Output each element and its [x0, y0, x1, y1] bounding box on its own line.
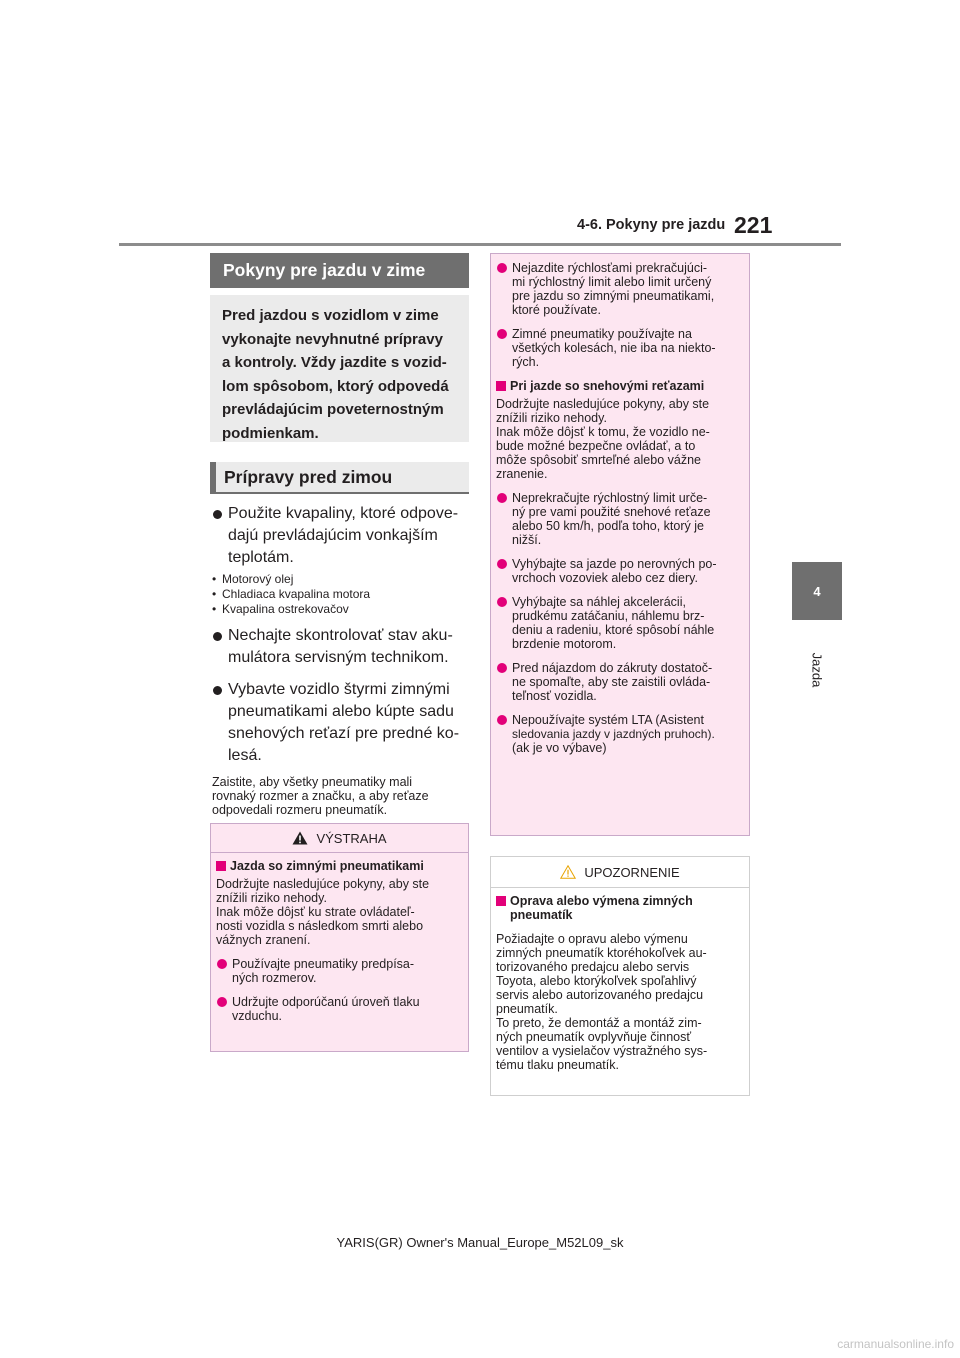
text-line: ných rozmerov. — [232, 971, 317, 985]
text-line: teľnosť vozidla. — [512, 689, 597, 703]
circle-bullet-icon — [497, 663, 507, 673]
warning-icon — [292, 831, 308, 845]
notice-header-text: UPOZORNENIE — [584, 864, 680, 880]
text-line: Inak môže dôjsť ku strate ovládateľ- — [216, 905, 415, 919]
list-item: • Chladiaca kvapalina motora — [212, 587, 469, 602]
circle-bullet-icon — [497, 263, 507, 273]
text-line: nosti vozidla s následkom smrti alebo — [216, 919, 424, 933]
text-line: Vyhýbajte sa náhlej akcelerácii, — [512, 595, 686, 609]
list-item: • Motorový olej — [212, 572, 469, 587]
notice-heading — [496, 894, 744, 922]
text-line: Pred nájazdom do zákruty dostatoč- — [512, 661, 713, 675]
intro-line: podmienkam. — [222, 424, 319, 442]
text-line: servis alebo autorizovaného predajcu — [496, 988, 704, 1002]
text-line: ných pneumatík ovplyvňuje činnosť — [496, 1030, 692, 1044]
warning-item — [496, 557, 744, 585]
warning-heading-text: Pri jazde so snehovými reťazami — [510, 379, 705, 393]
list-item — [212, 679, 469, 767]
circle-bullet-icon — [497, 559, 507, 569]
square-bullet-icon — [496, 896, 506, 906]
text-line: zimných pneumatík ktoréhokoľvek au- — [496, 946, 707, 960]
text-line: Oprava alebo výmena zimných — [510, 894, 693, 908]
warning-header — [211, 824, 468, 853]
list-item: • Kvapalina ostrekovačov — [212, 602, 469, 617]
text-line: Používajte pneumatiky predpísa- — [232, 957, 415, 971]
text-line: Zaistite, aby všetky pneumatiky mali — [212, 775, 413, 789]
text-line: dajú prevládajúcim vonkajším — [228, 527, 438, 544]
page-number: 221 — [734, 212, 773, 238]
text-line: ne spomaľte, aby ste zaistili ovláda- — [512, 675, 711, 689]
text-line: odpovedali rozmeru pneumatík. — [212, 803, 388, 817]
watermark: carmanualsonline.info — [837, 1337, 954, 1351]
notice-box — [490, 856, 750, 1096]
text-line: vážnych zranení. — [216, 933, 311, 947]
intro-box — [210, 295, 469, 442]
chapter-label-text: Jazda — [809, 652, 825, 688]
subsection-title — [210, 462, 469, 494]
text-line: vrchoch vozoviek alebo cez diery. — [512, 571, 698, 585]
warning-paragraph — [496, 397, 744, 481]
text-line: Dodržujte nasledujúce pokyny, aby ste — [496, 397, 710, 411]
warning-box — [210, 823, 469, 1052]
circle-bullet-icon — [497, 329, 507, 339]
text-line: alebo 50 km/h, podľa toho, ktorý je — [512, 519, 704, 533]
warning-heading — [496, 379, 744, 393]
notice-header — [491, 857, 749, 888]
warning-heading-text: Jazda so zimnými pneumatikami — [230, 859, 424, 873]
bullet-icon — [213, 686, 222, 695]
text-line: Nechajte skontrolovať stav aku- — [228, 627, 453, 644]
intro-line: vykonajte nevyhnutné prípravy — [222, 330, 443, 348]
text-line: Toyota, alebo ktorýkoľvek spoľahlivý — [496, 974, 697, 988]
chapter-tab[interactable]: 4 — [792, 562, 842, 620]
text-line: ventilov a vysielačov výstražného sys- — [496, 1044, 708, 1058]
warning-item — [496, 713, 744, 755]
warning-item — [496, 595, 744, 651]
square-bullet-icon — [496, 381, 506, 391]
text-line: Požiadajte o opravu alebo výmenu — [496, 932, 688, 946]
intro-line: Pred jazdou s vozidlom v zime — [222, 307, 439, 324]
circle-bullet-icon — [497, 715, 507, 725]
subsection-title-text: Prípravy pred zimou — [224, 467, 393, 487]
intro-line: lom spôsobom, ktorý odpovedá — [222, 377, 449, 395]
warning-item — [216, 995, 463, 1023]
text-line: sledovania jazdy v jazdných pruhoch). — [512, 727, 715, 741]
text-line: všetkých kolesách, nie iba na niekto- — [512, 341, 716, 355]
circle-bullet-icon — [217, 959, 227, 969]
text-line: prudkému zatáčaniu, náhlemu brz- — [512, 609, 705, 623]
text-line: pneumatík. — [496, 1002, 558, 1016]
page-title: Pokyny pre jazdu v zime — [210, 253, 469, 288]
text-line: pre jazdu so zimnými pneumatikami, — [512, 289, 715, 303]
text-line: Vybavte vozidlo štyrmi zimnými — [228, 681, 450, 698]
warning-item — [496, 661, 744, 703]
fluids-list — [212, 572, 469, 617]
warning-item — [496, 261, 744, 317]
subsection-marker — [210, 462, 216, 492]
text-line: snehových reťazí pre predné ko- — [228, 725, 460, 742]
text-line: zranenie. — [496, 467, 548, 481]
square-bullet-icon — [216, 861, 226, 871]
warning-item — [496, 491, 744, 547]
text-line: pneumatikami alebo kúpte sadu — [228, 703, 454, 720]
text-line: deniu a radeniu, ktoré spôsobí náhle — [512, 623, 715, 637]
text-line: teplotám. — [228, 549, 294, 566]
text-line: brzdenie motorom. — [512, 637, 617, 651]
warning-item — [216, 957, 463, 985]
warning-heading — [216, 859, 463, 873]
text-line: znížili riziko nehody. — [496, 411, 607, 425]
text-line: mulátora servisným technikom. — [228, 649, 449, 666]
text-line: To preto, že demontáž a montáž zim- — [496, 1016, 702, 1030]
text-line: môže spôsobiť smrteľné alebo vážne — [496, 453, 701, 467]
section-title: 4-6. Pokyny pre jazdu — [577, 217, 726, 233]
list-item — [212, 625, 469, 669]
text-line: (ak je vo výbave) — [512, 741, 607, 755]
bullet-icon — [213, 632, 222, 641]
preparations-list — [212, 503, 469, 817]
caution-icon — [560, 865, 576, 879]
text-line: Vyhýbajte sa jazde po nerovných po- — [512, 557, 717, 571]
text-line: ktoré používate. — [512, 303, 601, 317]
warning-header-text: VÝSTRAHA — [316, 830, 387, 846]
text-line: mi rýchlostný limit alebo limit určený — [512, 275, 712, 289]
warning-item — [496, 327, 744, 369]
text-line: Nejazdite rýchlosťami prekračujúci- — [512, 261, 708, 275]
text-line: Nepoužívajte systém LTA (Asistent — [512, 713, 704, 727]
page-footer: YARIS(GR) Owner's Manual_Europe_M52L09_sk — [336, 1235, 624, 1250]
intro-line: prevládajúcim poveternostným — [222, 401, 444, 418]
text-line: torizovaného predajcu alebo servis — [496, 960, 690, 974]
text-line: Dodržujte nasledujúce pokyny, aby ste — [216, 877, 430, 891]
tire-note — [212, 775, 469, 817]
text-line: Inak môže dôjsť k tomu, že vozidlo ne- — [496, 425, 710, 439]
header-divider — [119, 243, 841, 246]
text-line: Udržujte odporúčanú úroveň tlaku — [232, 995, 420, 1009]
list-item — [212, 503, 469, 569]
notice-paragraph — [496, 932, 744, 1072]
chapter-label — [780, 640, 854, 700]
text-line: vzduchu. — [232, 1009, 283, 1023]
circle-bullet-icon — [497, 493, 507, 503]
text-line: pneumatík — [510, 908, 573, 922]
text-line: tému tlaku pneumatík. — [496, 1058, 619, 1072]
intro-line: a kontroly. Vždy jazdite s vozid- — [222, 354, 447, 371]
warning-box-continued — [490, 253, 750, 836]
circle-bullet-icon — [217, 997, 227, 1007]
text-line: Použite kvapaliny, ktoré odpove- — [228, 505, 459, 522]
text-line: Zimné pneumatiky používajte na — [512, 327, 692, 341]
text-line: rých. — [512, 355, 540, 369]
circle-bullet-icon — [497, 597, 507, 607]
text-line: ný pre vami použité snehové reťaze — [512, 505, 711, 519]
text-line: nižší. — [512, 533, 542, 547]
text-line: rovnaký rozmer a značku, a aby reťaze — [212, 789, 429, 803]
bullet-icon — [213, 510, 222, 519]
text-line: znížili riziko nehody. — [216, 891, 327, 905]
text-line: lesá. — [228, 747, 262, 764]
text-line: Neprekračujte rýchlostný limit urče- — [512, 491, 708, 505]
warning-paragraph — [216, 877, 463, 947]
text-line: bude možné bezpečne ovládať, a to — [496, 439, 696, 453]
